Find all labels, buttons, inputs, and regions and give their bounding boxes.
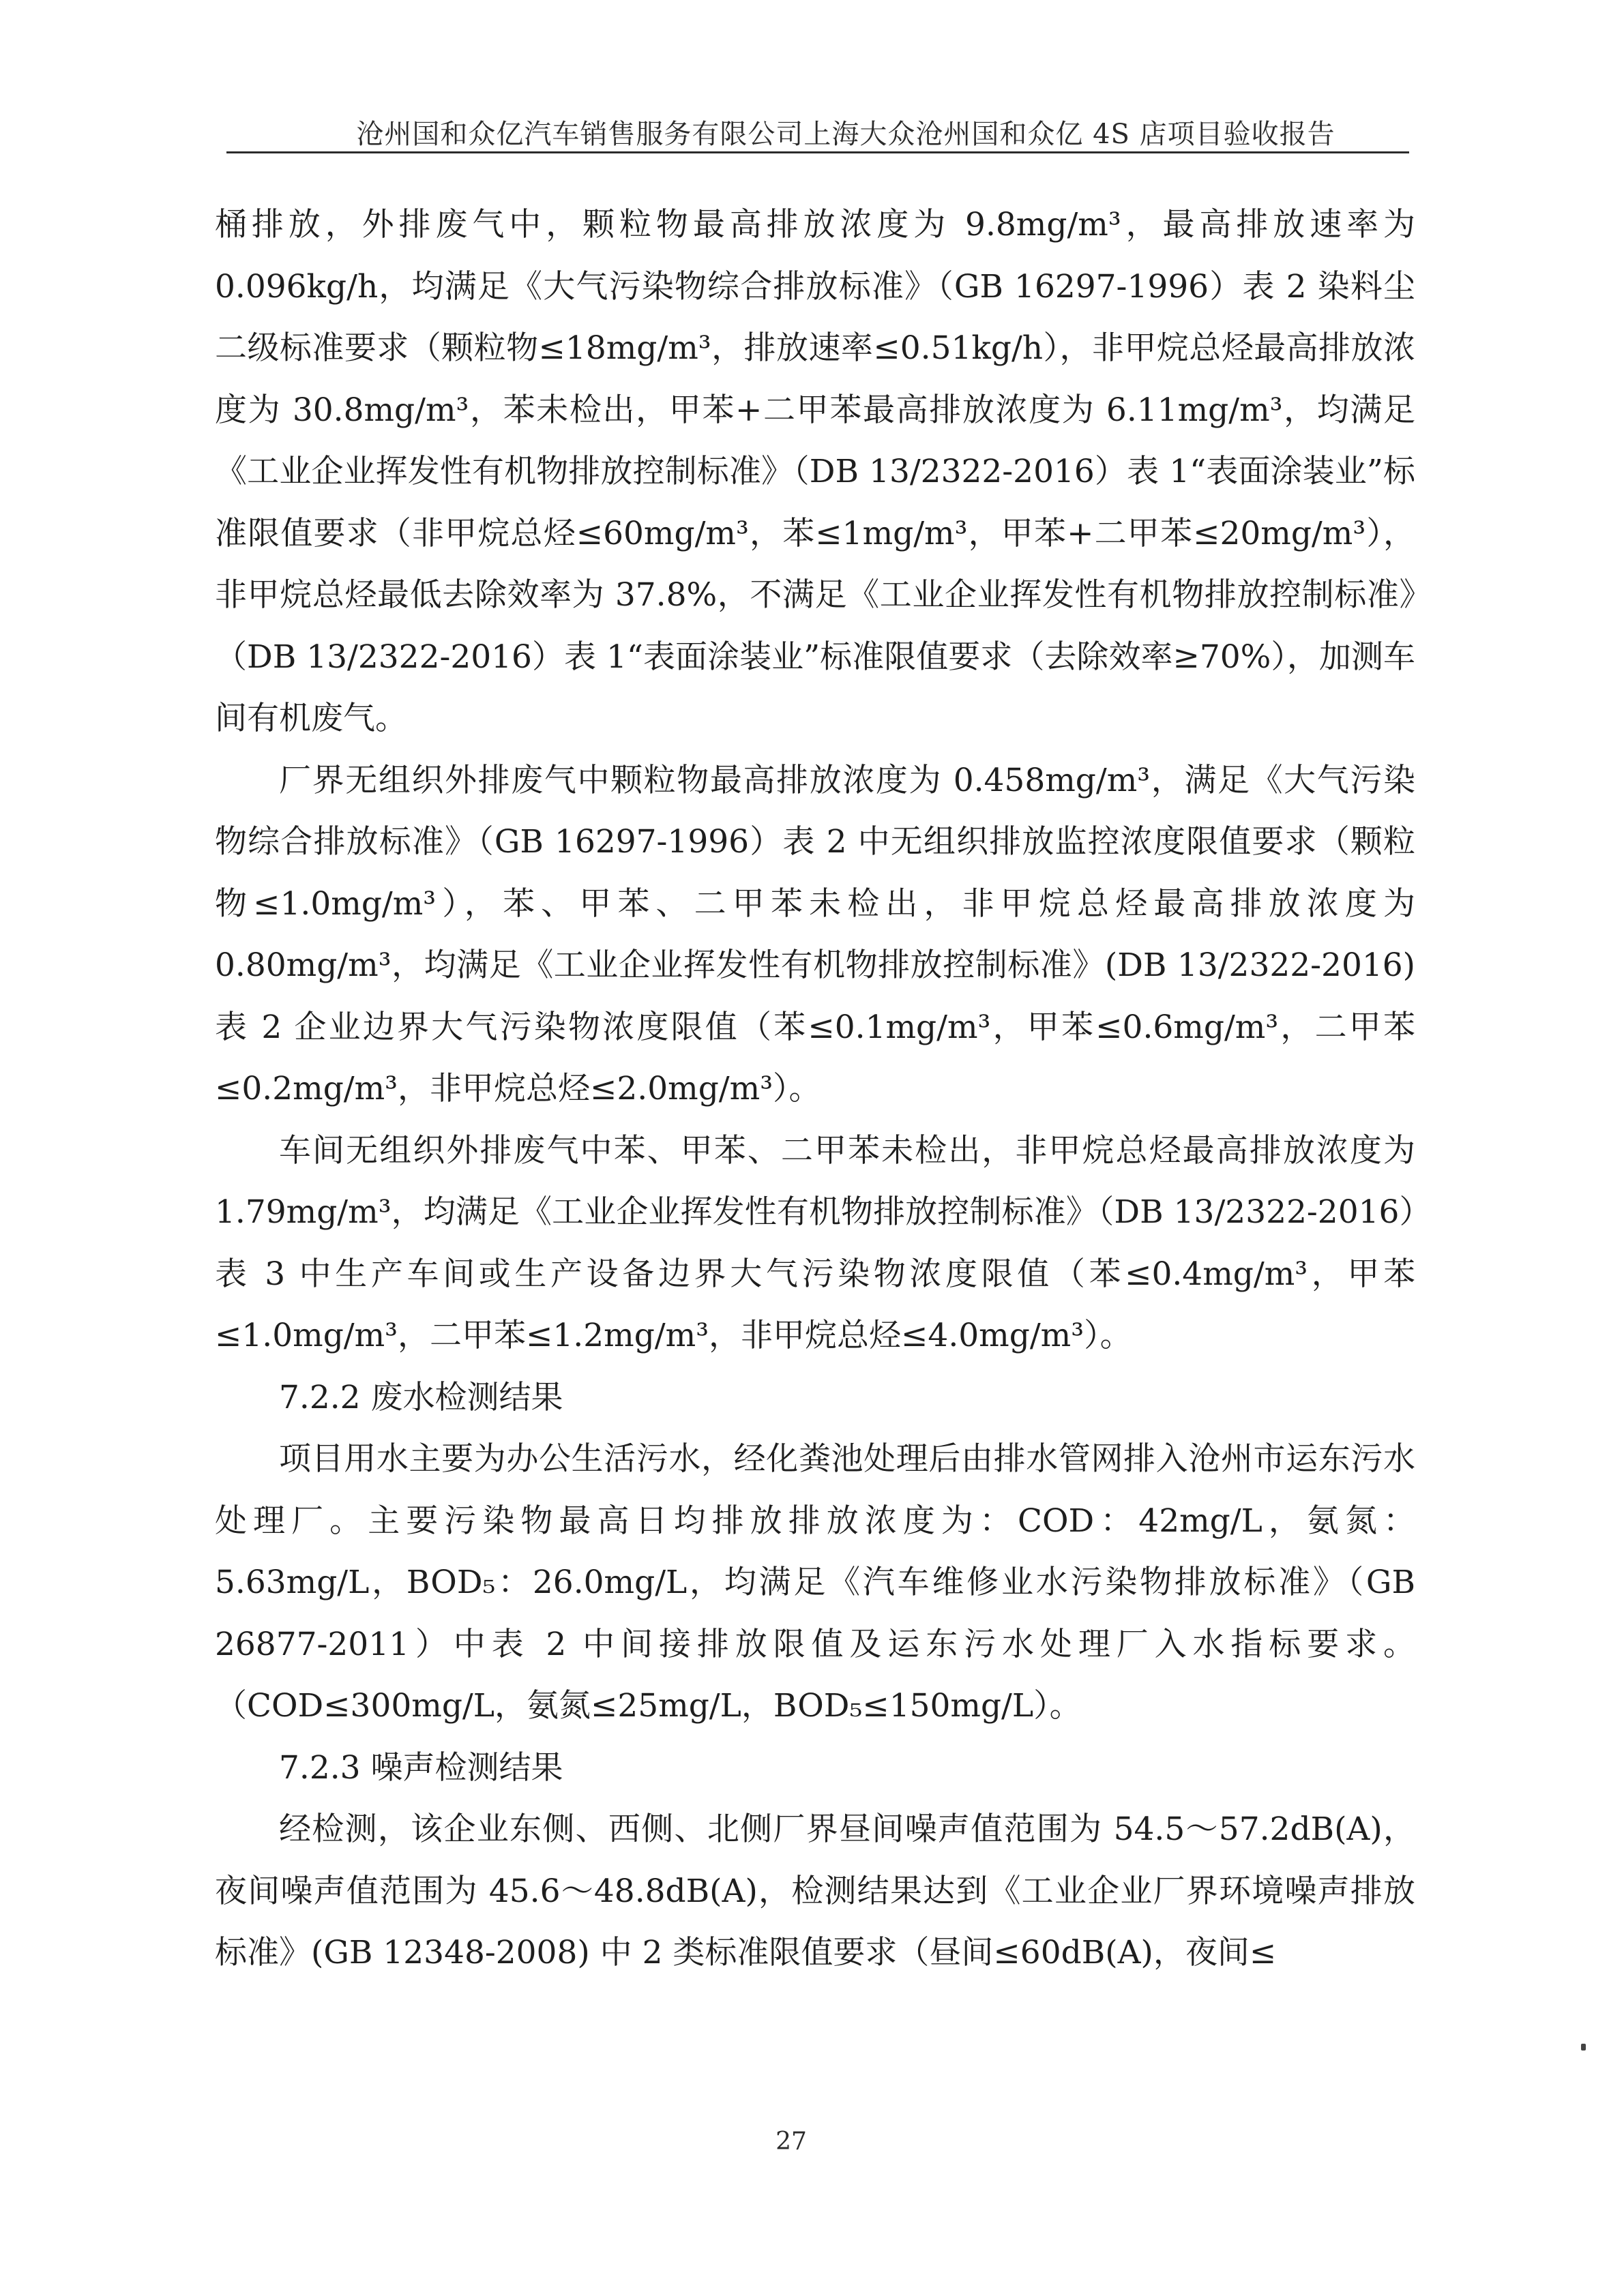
scan-mark <box>1581 2044 1586 2051</box>
paragraph-exhaust-results: 桶排放，外排废气中，颗粒物最高排放浓度为 9.8mg/m³，最高排放速率为 0.096kg/h，均满足《大气污染物综合排放标准》（GB 16297-1996）表 2 染料尘二级标准要求（颗粒物≤18mg/m³，排放速率≤0.51kg/h），非甲烷总烃最高排放浓度为 30.8mg/m³，苯未检出，甲苯+二甲苯最高排放浓度为 6.11mg/m³，均满足《工业企业挥发性有机物排放控制标准》（DB 13/2322-2016）表 1“表面涂装业”标准限值要求（非甲烷总烃≤60mg/m³，苯≤1mg/m³，甲苯+二甲苯≤20mg/m³），非甲烷总烃最低去除效率为 37.8%，不满足《工业企业挥发性有机物排放控制标准》（DB 13/2322-2016）表 1“表面涂装业”标准限值要求（去除效率≥70%），加测车间有机废气。 <box>215 206 1415 737</box>
section-heading-noise: 7.2.3 噪声检测结果 <box>279 1748 563 1787</box>
page-number: 27 <box>776 2128 807 2156</box>
report-header-title: 沧州国和众亿汽车销售服务有限公司上海大众沧州国和众亿 4S 店项目验收报告 <box>356 119 1335 150</box>
report-body <box>215 194 1415 1984</box>
paragraph-noise-results: 经检测，该企业东侧、西侧、北侧厂界昼间噪声值范围为 54.5～57.2dB(A)，夜间噪声值范围为 45.6～48.8dB(A)，检测结果达到《工业企业厂界环境噪声排放标准》(GB 12348-2008) 中 2 类标准限值要求（昼间≤60dB(A)，夜间≤ <box>215 1810 1415 1971</box>
header-rule <box>226 151 1409 153</box>
section-heading-wastewater: 7.2.2 废水检测结果 <box>279 1378 563 1416</box>
paragraph-workshop-fugitive-emissions: 车间无组织外排废气中苯、甲苯、二甲苯未检出，非甲烷总烃最高排放浓度为 1.79mg/m³，均满足《工业企业挥发性有机物排放控制标准》（DB 13/2322-2016）表 3 中生产车间或生产设备边界大气污染物浓度限值（苯≤0.4mg/m³，甲苯≤1.0mg/m³，二甲苯≤1.2mg/m³，非甲烷总烃≤4.0mg/m³）。 <box>215 1131 1415 1354</box>
paragraph-wastewater-results: 项目用水主要为办公生活污水，经化粪池处理后由排水管网排入沧州市运东污水处理厂。主要污染物最高日均排放排放浓度为：COD：42mg/L，氨氮：5.63mg/L，BOD₅：26.0mg/L，均满足《汽车维修业水污染物排放标准》（GB 26877-2011）中表 2 中间接排放限值及运东污水处理厂入水指标要求。（COD≤300mg/L，氨氮≤25mg/L，BOD₅≤150mg/L）。 <box>215 1440 1415 1725</box>
paragraph-boundary-fugitive-emissions: 厂界无组织外排废气中颗粒物最高排放浓度为 0.458mg/m³，满足《大气污染物综合排放标准》（GB 16297-1996）表 2 中无组织排放监控浓度限值要求（颗粒物≤1.0mg/m³），苯、甲苯、二甲苯未检出，非甲烷总烃最高排放浓度为 0.80mg/m³，均满足《工业企业挥发性有机物排放控制标准》(DB 13/2322-2016) 表 2 企业边界大气污染物浓度限值（苯≤0.1mg/m³，甲苯≤0.6mg/m³，二甲苯≤0.2mg/m³，非甲烷总烃≤2.0mg/m³）。 <box>215 761 1415 1107</box>
